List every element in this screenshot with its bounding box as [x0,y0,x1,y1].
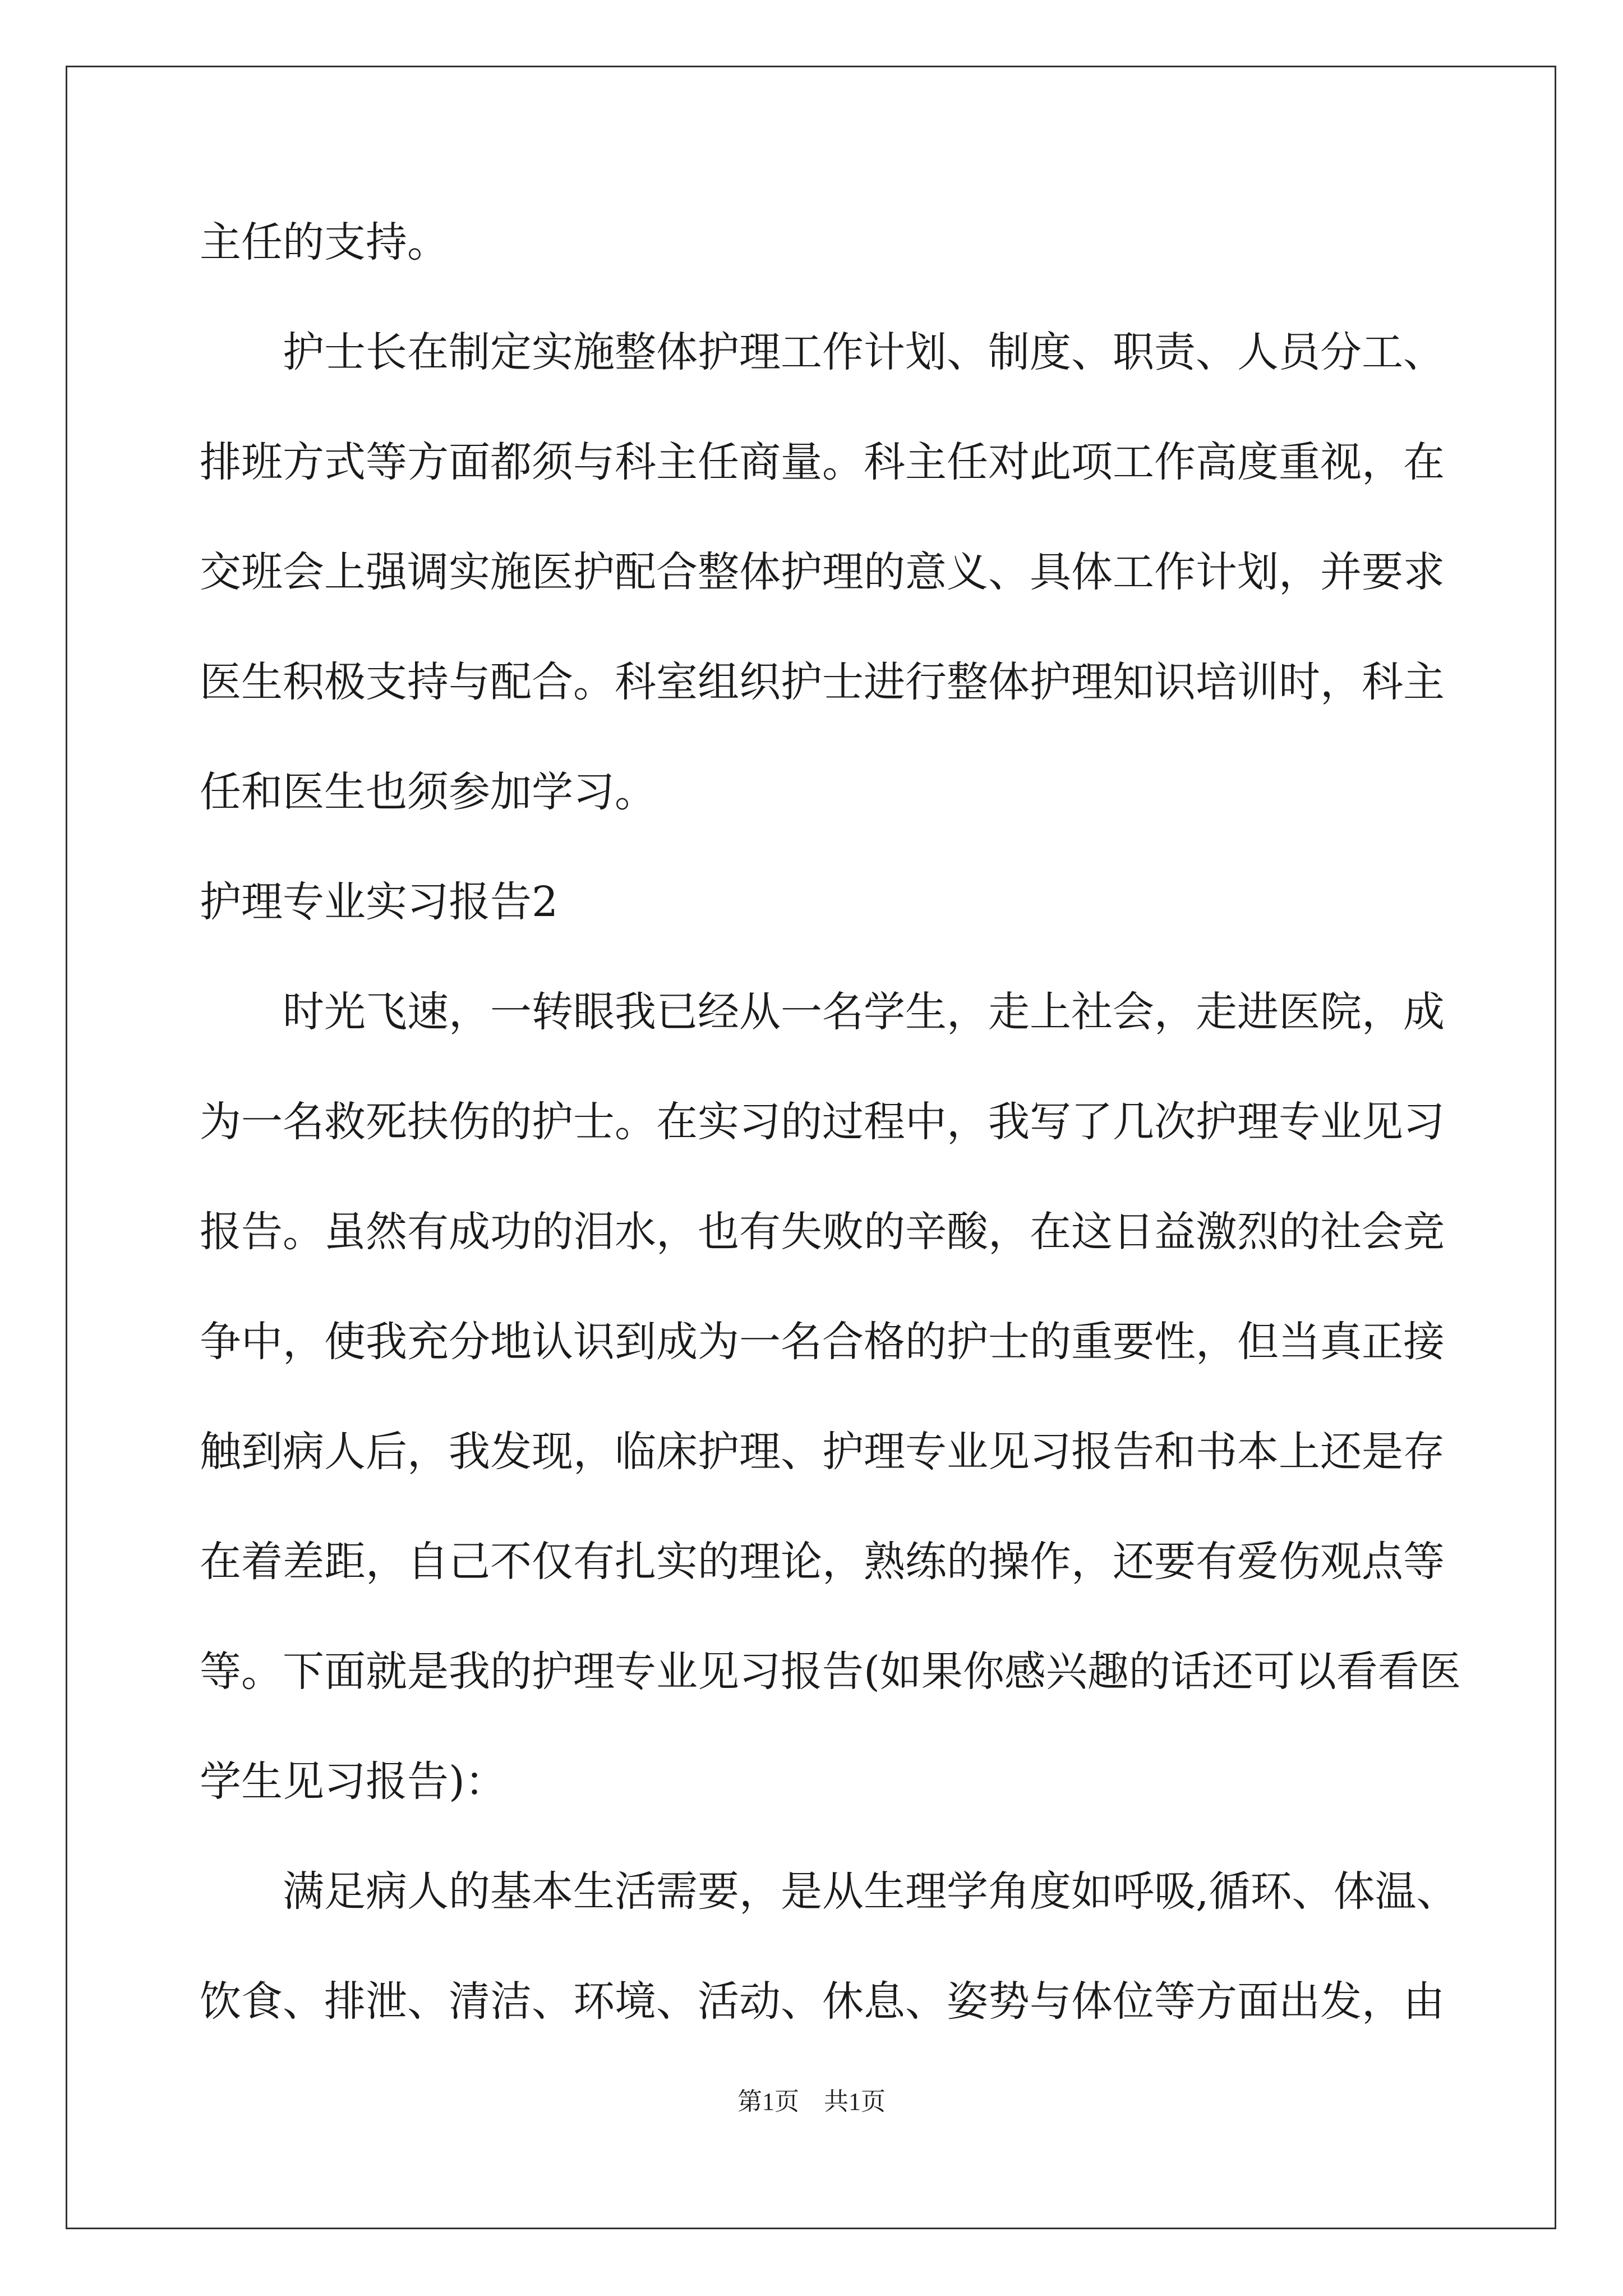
page-number-footer: 第1页 共1页 [737,2088,886,2115]
paragraph-line: 主任的支持。 [200,218,449,266]
paragraph-line: 护士长在制定实施整体护理工作计划、制度、职责、人员分工、 [283,328,1445,376]
paragraph-line: 等。下面就是我的护理专业见习报告(如果你感兴趣的话还可以看看医 [200,1648,1461,1696]
paragraph-line: 学生见习报告)： [200,1757,506,1806]
paragraph-line: 争中，使我充分地认识到成为一名合格的护士的重要性，但当真正接 [200,1318,1445,1366]
paragraph-line: 报告。虽然有成功的泪水，也有失败的辛酸，在这日益激烈的社会竞 [200,1208,1445,1256]
paragraph-line: 触到病人后，我发现，临床护理、护理专业见习报告和书本上还是存 [200,1428,1445,1476]
paragraph-line: 任和医生也须参加学习。 [200,768,656,816]
section-heading: 护理专业实习报告2 [200,878,559,926]
paragraph-line: 医生积极支持与配合。科室组织护士进行整体护理知识培训时，科主 [200,658,1445,706]
paragraph-line: 满足病人的基本生活需要，是从生理学角度如呼吸,循环、体温、 [283,1867,1458,1916]
paragraph-line: 交班会上强调实施医护配合整体护理的意义、具体工作计划，并要求 [200,548,1445,596]
paragraph-line: 为一名救死扶伤的护士。在实习的过程中，我写了几次护理专业见习 [200,1098,1445,1146]
paragraph-line: 时光飞速，一转眼我已经从一名学生，走上社会，走进医院，成 [283,988,1445,1036]
paragraph-line: 排班方式等方面都须与科主任商量。科主任对此项工作高度重视，在 [200,438,1445,486]
paragraph-line: 饮食、排泄、清洁、环境、活动、休息、姿势与体位等方面出发，由 [200,1977,1445,2026]
paragraph-line: 在着差距，自己不仅有扎实的理论，熟练的操作，还要有爱伤观点等 [200,1538,1445,1586]
